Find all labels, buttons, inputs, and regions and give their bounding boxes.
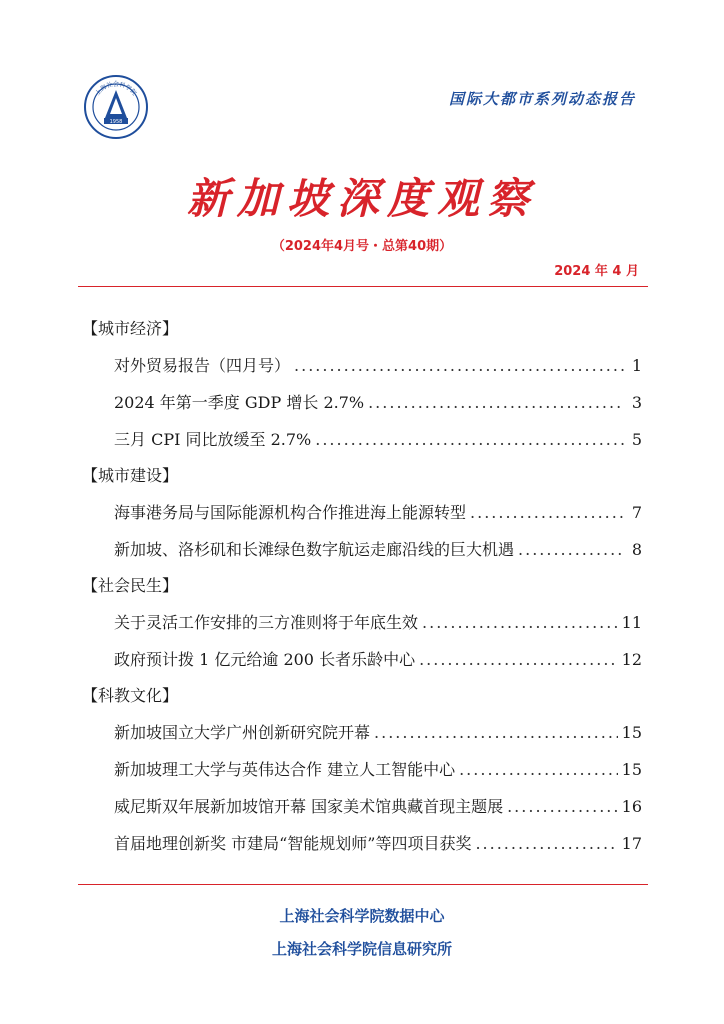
top-divider <box>78 286 648 287</box>
toc-section-heading: 【社会民生】 <box>82 576 179 595</box>
toc-entry-title: 首届地理创新奖 市建局“智能规划师”等四项目获奖 <box>114 834 472 853</box>
toc-entry[interactable] <box>82 714 642 751</box>
toc-entry-page: 16 <box>621 797 642 816</box>
toc-entry-title: 政府预计拨 1 亿元给逾 200 长者乐龄中心 <box>114 650 416 669</box>
leader-dots <box>422 604 618 641</box>
academy-seal-icon <box>83 74 149 140</box>
toc-entry[interactable] <box>82 421 642 458</box>
bottom-divider <box>78 884 648 885</box>
toc-entry-page: 12 <box>621 650 642 669</box>
toc-section-heading: 【城市建设】 <box>82 466 179 485</box>
leader-dots <box>459 751 618 788</box>
toc-entry-page: 5 <box>631 430 642 449</box>
toc-entry-page: 11 <box>621 613 642 632</box>
publisher-line-2: 上海社会科学院信息研究所 <box>271 940 452 958</box>
leader-dots <box>470 494 624 531</box>
toc-entry[interactable] <box>82 641 642 678</box>
logo-text: 上海社会科学院 <box>94 81 138 97</box>
toc-entry-page: 15 <box>621 723 642 742</box>
leader-dots <box>475 825 617 862</box>
toc-section-heading: 【城市经济】 <box>82 319 179 338</box>
toc-entry-title: 新加坡、洛杉矶和长滩绿色数字航运走廊沿线的巨大机遇 <box>114 540 515 559</box>
toc-entry[interactable] <box>82 825 642 862</box>
publisher-line-1: 上海社会科学院数据中心 <box>279 907 445 925</box>
logo-year: 1958 <box>109 119 123 125</box>
toc-entry[interactable] <box>82 494 642 531</box>
toc-section-heading: 【科教文化】 <box>82 686 179 705</box>
toc-entry[interactable] <box>82 751 642 788</box>
series-title: 国际大都市系列动态报告 <box>448 90 636 108</box>
leader-dots <box>507 788 618 825</box>
toc-entry-page: 1 <box>631 356 642 375</box>
toc-entry-page: 8 <box>631 540 642 559</box>
report-title: 新加坡深度观察 <box>186 174 537 223</box>
toc-entry[interactable] <box>82 604 642 641</box>
toc-entry-title: 海事港务局与国际能源机构合作推进海上能源转型 <box>114 503 467 522</box>
toc-entry-title: 威尼斯双年展新加坡馆开幕 国家美术馆典藏首现主题展 <box>114 797 504 816</box>
issue-number: （2024年4月号・总第40期） <box>271 239 453 254</box>
leader-dots <box>315 421 624 458</box>
leader-dots <box>374 714 618 751</box>
toc-entry-page: 17 <box>621 834 642 853</box>
toc-entry-page: 7 <box>631 503 642 522</box>
leader-dots <box>368 384 624 421</box>
toc-entry-page: 15 <box>621 760 642 779</box>
leader-dots <box>419 641 618 678</box>
leader-dots <box>294 347 624 384</box>
toc-entry-title: 新加坡国立大学广州创新研究院开幕 <box>114 723 371 742</box>
leader-dots <box>518 531 624 568</box>
toc-entry[interactable] <box>82 384 642 421</box>
toc-entry[interactable] <box>82 531 642 568</box>
institution-logo <box>83 74 149 140</box>
toc-entry-title: 关于灵活工作安排的三方准则将于年底生效 <box>114 613 419 632</box>
toc-entry-title: 新加坡理工大学与英伟达合作 建立人工智能中心 <box>114 760 456 779</box>
toc-entry-title: 对外贸易报告（四月号） <box>114 356 291 375</box>
toc-entry-title: 2024 年第一季度 GDP 增长 2.7% <box>114 393 365 412</box>
table-of-contents <box>82 311 642 862</box>
toc-entry-page: 3 <box>631 393 642 412</box>
publication-date: 2024 年 4 月 <box>554 264 639 279</box>
toc-entry[interactable] <box>82 788 642 825</box>
toc-entry[interactable] <box>82 347 642 384</box>
toc-entry-title: 三月 CPI 同比放缓至 2.7% <box>114 430 312 449</box>
